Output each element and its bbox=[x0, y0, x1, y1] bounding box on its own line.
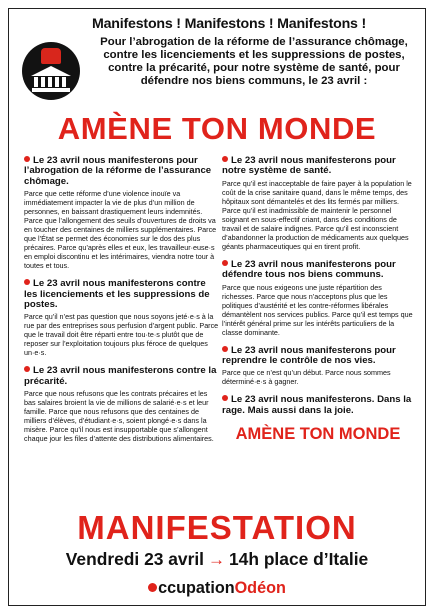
block-title: Le 23 avril nous manifesterons pour l’abrogation de la réforme de l’assurance chômage. bbox=[24, 155, 212, 187]
arrow-right-icon: → bbox=[208, 550, 226, 569]
block-title: Le 23 avril nous manifesterons pour défendre tous nos biens communs. bbox=[222, 258, 396, 281]
list-item bbox=[222, 156, 414, 251]
left-column bbox=[24, 156, 220, 452]
list-item bbox=[222, 346, 414, 387]
bullet-dot-icon bbox=[222, 156, 228, 162]
block-text: Parce qu’il n’est pas question que nous soyons jeté·e·s à la rue par des entreprises sous perfusion d’argent public. Parce que le travail doit être réparti entre tou·te·s plutôt que de reposer sur l’exploitation toujours plus féroce de quelques un·e·s. bbox=[24, 312, 219, 358]
block-text: Parce qu’il est inacceptable de faire payer à la population le coût de la crise sanitaire quand, dans le même temps, des hôpitaux sont démantelés et des lits fermés par milliers. Parce qu’il est inadmissible de maintenir le personnel soignant en sous-effectif criant, dans des conditions de travail et de salaire indignes. Parce qu’il est inconscient d’abandonner la production de médicaments aux quelques géants pharmaceutiques qui en tirent profit. bbox=[222, 178, 412, 251]
bullet-dot-icon bbox=[222, 260, 228, 266]
header-intro: Pour l’abrogation de la réforme de l’assurance chômage, contre les licenciements et les suppressions de postes, contre la précarité, pour notre système de santé, pour défendre nos biens communs, le 23 avril : bbox=[100, 36, 408, 87]
block-text: Parce que nous refusons que les contrats précaires et les bas salaires broient la vie de millions de salarié·e·s et leur famille. Parce que nous refusons que des centaines de milliers d’élèves, d’étudiant·e·s, soient plongé·e·s dans la misère. Parce qu’il nous est insupportable que s’allongent chaque jour les files d’attente des distributions alimentaires. bbox=[24, 389, 214, 444]
block-text: Parce que cette réforme d’une violence inouïe va immédiatement impacter la vie de plus d’un million de personnes, en baissant drastiquement leurs indemnités. Parce que l’allongement des seuils d’ouvertures de droits va en toucher des centaines de milliers supplémentaires. Parce que l’État se permet des économies sur le dos des plus précaires. Parce qu’après elles et eux, les travailleur·euse·s en emploi discontinu et les intérimaires, viendra notre tour à toutes et tous. bbox=[24, 189, 217, 271]
block-title: Le 23 avril nous manifesterons. Dans la rage. Mais aussi dans la joie. bbox=[222, 394, 412, 416]
list-item bbox=[222, 395, 414, 416]
theatre-roof-icon bbox=[31, 66, 71, 76]
bullet-dot-icon bbox=[222, 395, 228, 401]
list-item bbox=[222, 260, 414, 337]
right-column bbox=[222, 156, 414, 444]
bullet-dot-icon bbox=[24, 279, 30, 285]
bullet-dot-icon bbox=[24, 366, 30, 372]
block-title: Le 23 avril nous manifesterons contre les licenciements et les suppressions de postes. bbox=[24, 278, 210, 311]
block-title: Le 23 avril nous manifesterons pour reprendre le contrôle de nos vies. bbox=[222, 344, 396, 367]
footer-brand bbox=[0, 578, 434, 598]
occupation-logo bbox=[22, 42, 80, 100]
theatre-base-icon bbox=[32, 88, 70, 92]
event-date-line bbox=[0, 549, 434, 570]
slogan-headline: AMÈNE TON MONDE bbox=[57, 111, 377, 146]
header-title: Manifestons ! Manifestons ! Manifestons ! bbox=[92, 16, 366, 32]
slogan-small: AMÈNE TON MONDE bbox=[235, 425, 401, 444]
brand-odeon: Odéon bbox=[234, 579, 286, 597]
block-text: Parce que ce n’est qu’un début. Parce nous sommes déterminé·e·s à gagner. bbox=[222, 368, 391, 387]
brand-o-dot-icon bbox=[148, 583, 157, 592]
list-item bbox=[24, 156, 220, 270]
list-item bbox=[24, 366, 220, 443]
bullet-dot-icon bbox=[222, 346, 228, 352]
bullet-dot-icon bbox=[24, 156, 30, 162]
theatre-columns-icon bbox=[34, 77, 68, 87]
block-title: Le 23 avril nous manifesterons contre la précarité. bbox=[24, 365, 217, 387]
list-item bbox=[24, 279, 220, 357]
event-date: Vendredi 23 avril bbox=[65, 549, 205, 569]
block-title: Le 23 avril nous manifesterons pour notre système de santé. bbox=[222, 155, 396, 177]
event-title: MANIFESTATION bbox=[77, 509, 357, 546]
block-text: Parce que nous exigeons une juste répartition des richesses. Parce que nous n’acceptons plus que les politiques d’austérité et les contre-réformes libérales démantèlent nos services publics. Parce qu’il est temps que l’intérêt général prime sur les intérêts particuliers de la classe dominante. bbox=[222, 282, 413, 337]
raised-fist-icon bbox=[41, 48, 61, 64]
brand-occupation: ccupation bbox=[158, 579, 235, 597]
event-place: 14h place d’Italie bbox=[229, 549, 369, 569]
